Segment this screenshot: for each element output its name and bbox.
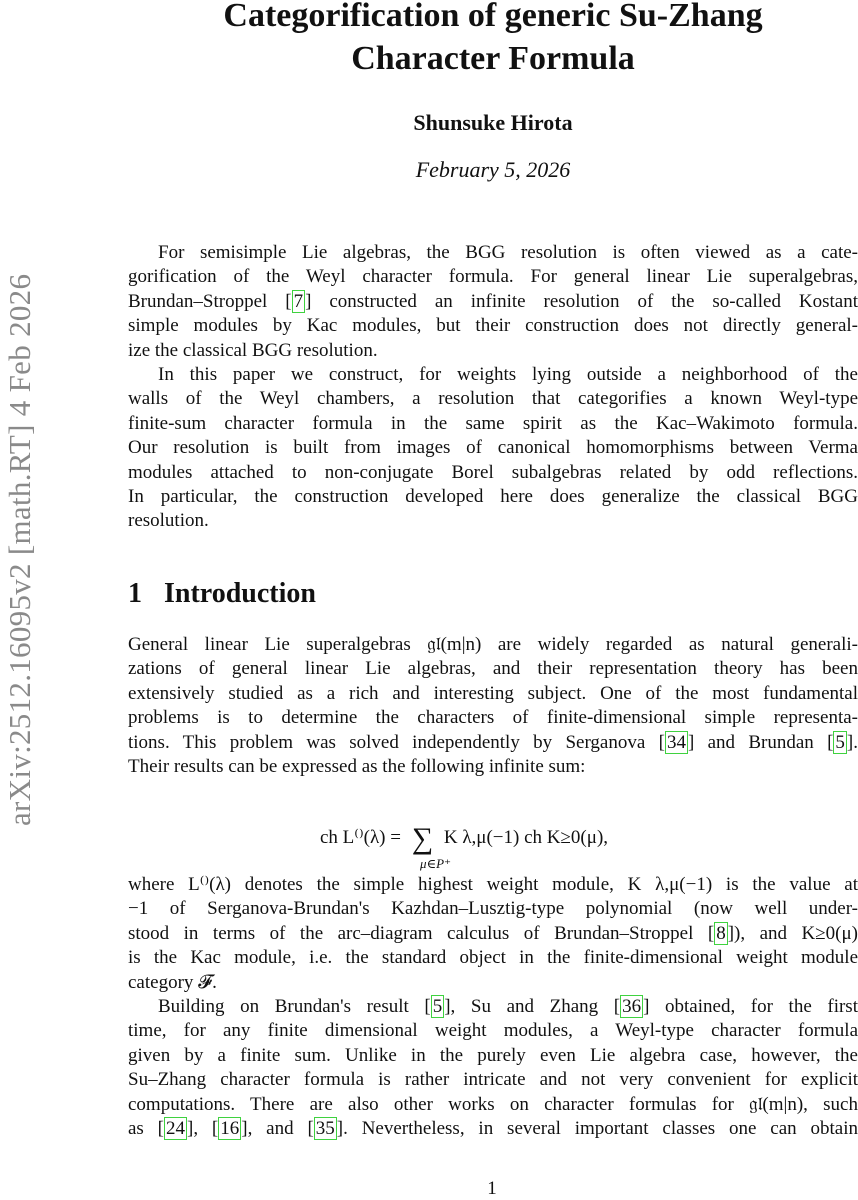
text-line: Their results can be expressed as the following infinite sum:	[128, 755, 586, 777]
intro-paragraph	[128, 995, 858, 1141]
section-heading	[128, 578, 316, 610]
citation-link[interactable]: 8	[716, 922, 726, 944]
sum-symbol: ∑	[411, 822, 434, 855]
citation-link[interactable]: 16	[220, 1117, 240, 1139]
text-line: Our resolution is built from images of canonical homomorphisms between Verma	[128, 437, 858, 459]
text-line: For semisimple Lie algebras, the BGG resolution is often viewed as a cate-	[158, 242, 858, 263]
text-line: modules attached to non-conjugate Borel subalgebras related by odd reflections.	[128, 461, 858, 483]
text-line: computations. There are also other works on character formulas for 𝔤𝔩(m|n), such	[128, 1093, 858, 1115]
text-line: extensively studied as a rich and interesting subject. One of the most fundamental	[128, 682, 858, 704]
citation-link[interactable]: 24	[166, 1117, 185, 1139]
formula-rhs: K λ,μ(−1) ch K≥0(μ),	[443, 827, 609, 848]
text-line: tions. This problem was solved independently by Serganova [ 34 ] and Brundan [ 5 ].	[128, 731, 858, 753]
paper-title	[128, 0, 858, 80]
text-line: Brundan–Stroppel [ 7 ] constructed an infinite resolution of the so-called Kostant	[128, 290, 858, 312]
text-line: Su–Zhang character formula is rather intricate and not very convenient for explicit	[128, 1069, 858, 1091]
text-line: resolution.	[128, 510, 209, 532]
text-line: time, for any finite dimensional weight modules, a Weyl-type character formula	[128, 1020, 858, 1042]
text-line: In this paper we construct, for weights lying outside a neighborhood of the	[158, 363, 858, 385]
text-line: given by a finite sum. Unlike in the purely even Lie algebra case, however, the	[128, 1044, 858, 1066]
date: February 5, 2026	[415, 157, 571, 182]
text-line: −1 of Serganova-Brundan's Kazhdan–Lusztig-type polynomial (now well under-	[128, 898, 858, 920]
citation-link[interactable]: 5	[432, 996, 443, 1017]
page-number: 1	[487, 1178, 497, 1199]
text-line: finite-sum character formula in the same spirit as the Kac–Wakimoto formula.	[128, 412, 858, 434]
text-line: ize the classical BGG resolution.	[128, 339, 378, 361]
section-number: 1	[128, 578, 142, 609]
formula-lhs: ch L⁽⁾(λ) =	[320, 827, 401, 848]
intro-paragraph	[128, 873, 858, 995]
text-line: as [ 24 ], [ 16 ], and [ 35 ]. Nevertheless, in several important classes one can obtain	[128, 1117, 858, 1139]
section-title: Introduction	[164, 578, 316, 609]
text-line: category 𝓕.	[128, 971, 217, 993]
citation-link[interactable]: 7	[293, 290, 304, 312]
text-line: stood in terms of the arc–diagram calculus of Brundan–Stroppel [ 8 ]), and K≥0(μ)	[128, 922, 858, 944]
text-line: where L⁽⁾(λ) denotes the simple highest weight module, K λ,μ(−1) is the value at	[128, 874, 858, 895]
sum-subscript: μ∈P⁺	[420, 856, 451, 871]
citation-link[interactable]: 36	[622, 996, 642, 1017]
text-line: General linear Lie superalgebras 𝔤𝔩(m|n) are widely regarded as natural generali-	[128, 634, 858, 655]
citation-link[interactable]: 5	[835, 731, 845, 753]
text-line: problems is to determine the characters of finite-dimensional simple representa-	[128, 707, 858, 729]
intro-paragraph	[128, 633, 858, 779]
text-line: gorification of the Weyl character formula. For general linear Lie superalgebras,	[128, 266, 858, 288]
text-line: Building on Brundan's result [ 5 ], Su and Zhang [ 36 ] obtained, for the first	[158, 996, 858, 1017]
title-line: Character Formula	[351, 40, 635, 77]
author: Shunsuke Hirota	[413, 110, 573, 135]
text-line: simple modules by Kac modules, but their construction does not directly general-	[128, 315, 858, 337]
text-line: walls of the Weyl chambers, a resolution that categorifies a known Weyl-type	[128, 388, 858, 410]
arxiv-stamp: arXiv:2512.16095v2 [math.RT] 4 Feb 2026	[2, 273, 37, 826]
citation-link[interactable]: 35	[315, 1117, 335, 1139]
text-line: zations of general linear Lie algebras, and their representation theory has been	[128, 658, 858, 680]
abstract	[128, 241, 858, 534]
text-line: is the Kac module, i.e. the standard object in the finite-dimensional weight module	[128, 947, 858, 969]
citation-link[interactable]: 34	[666, 731, 686, 753]
display-formula	[320, 822, 609, 871]
text-line: In particular, the construction developed here does generalize the classical BGG	[128, 485, 858, 507]
title-line: Categorification of generic Su-Zhang	[223, 0, 763, 34]
